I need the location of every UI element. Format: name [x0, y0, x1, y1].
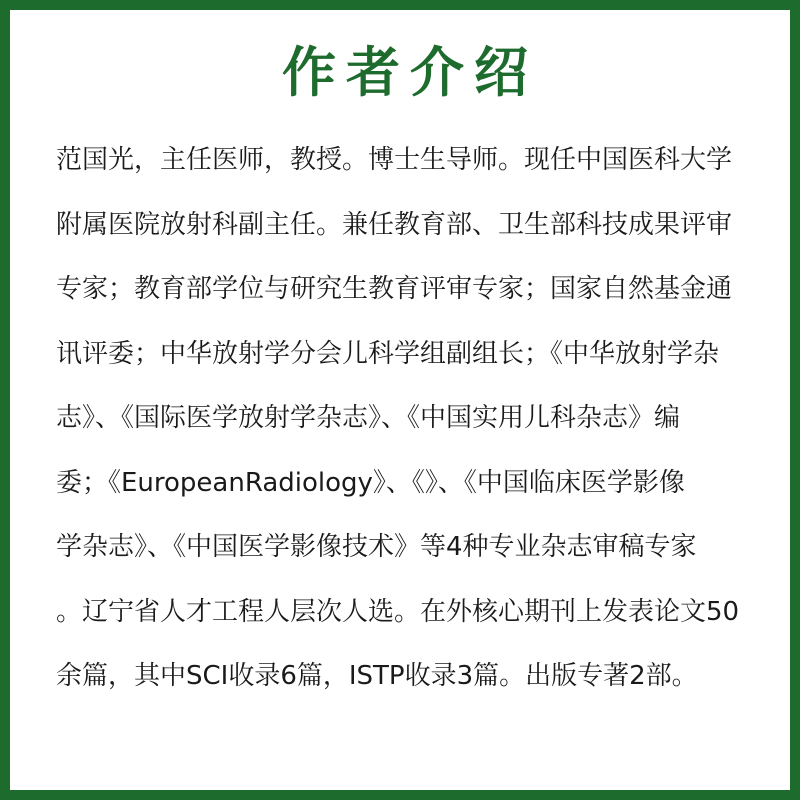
author-bio: [56, 128, 788, 709]
bio-line-8: 。辽宁省人才工程人层次人选。在外核心期刊上发表论文50: [56, 596, 740, 627]
bio-line-4: 讯评委；中华放射学分会儿科学组副组长；《中华放射学杂: [56, 338, 720, 369]
page-title: 作者介绍: [282, 41, 538, 104]
bio-line-9: 余篇，其中SCI收录6篇，ISTP收录3篇。出版专著2部。: [56, 661, 698, 691]
bio-line-5: 志》、《国际医学放射学杂志》、《中国实用儿科杂志》编: [56, 403, 681, 433]
bio-line-2: 附属医院放射科副主任。兼任教育部、卫生部科技成果评审: [56, 209, 733, 240]
bio-line-7: 学杂志》、《中国医学影像技术》等4种专业杂志审稿专家: [56, 532, 697, 562]
bio-line-1: 范国光，主任医师，教授。博士生导师。现任中国医科大学: [56, 145, 733, 175]
bio-line-6: 委；《EuropeanRadiology》、《》、《中国临床医学影像: [56, 467, 685, 498]
bio-line-3: 专家；教育部学位与研究生教育评审专家；国家自然基金通: [56, 274, 733, 304]
